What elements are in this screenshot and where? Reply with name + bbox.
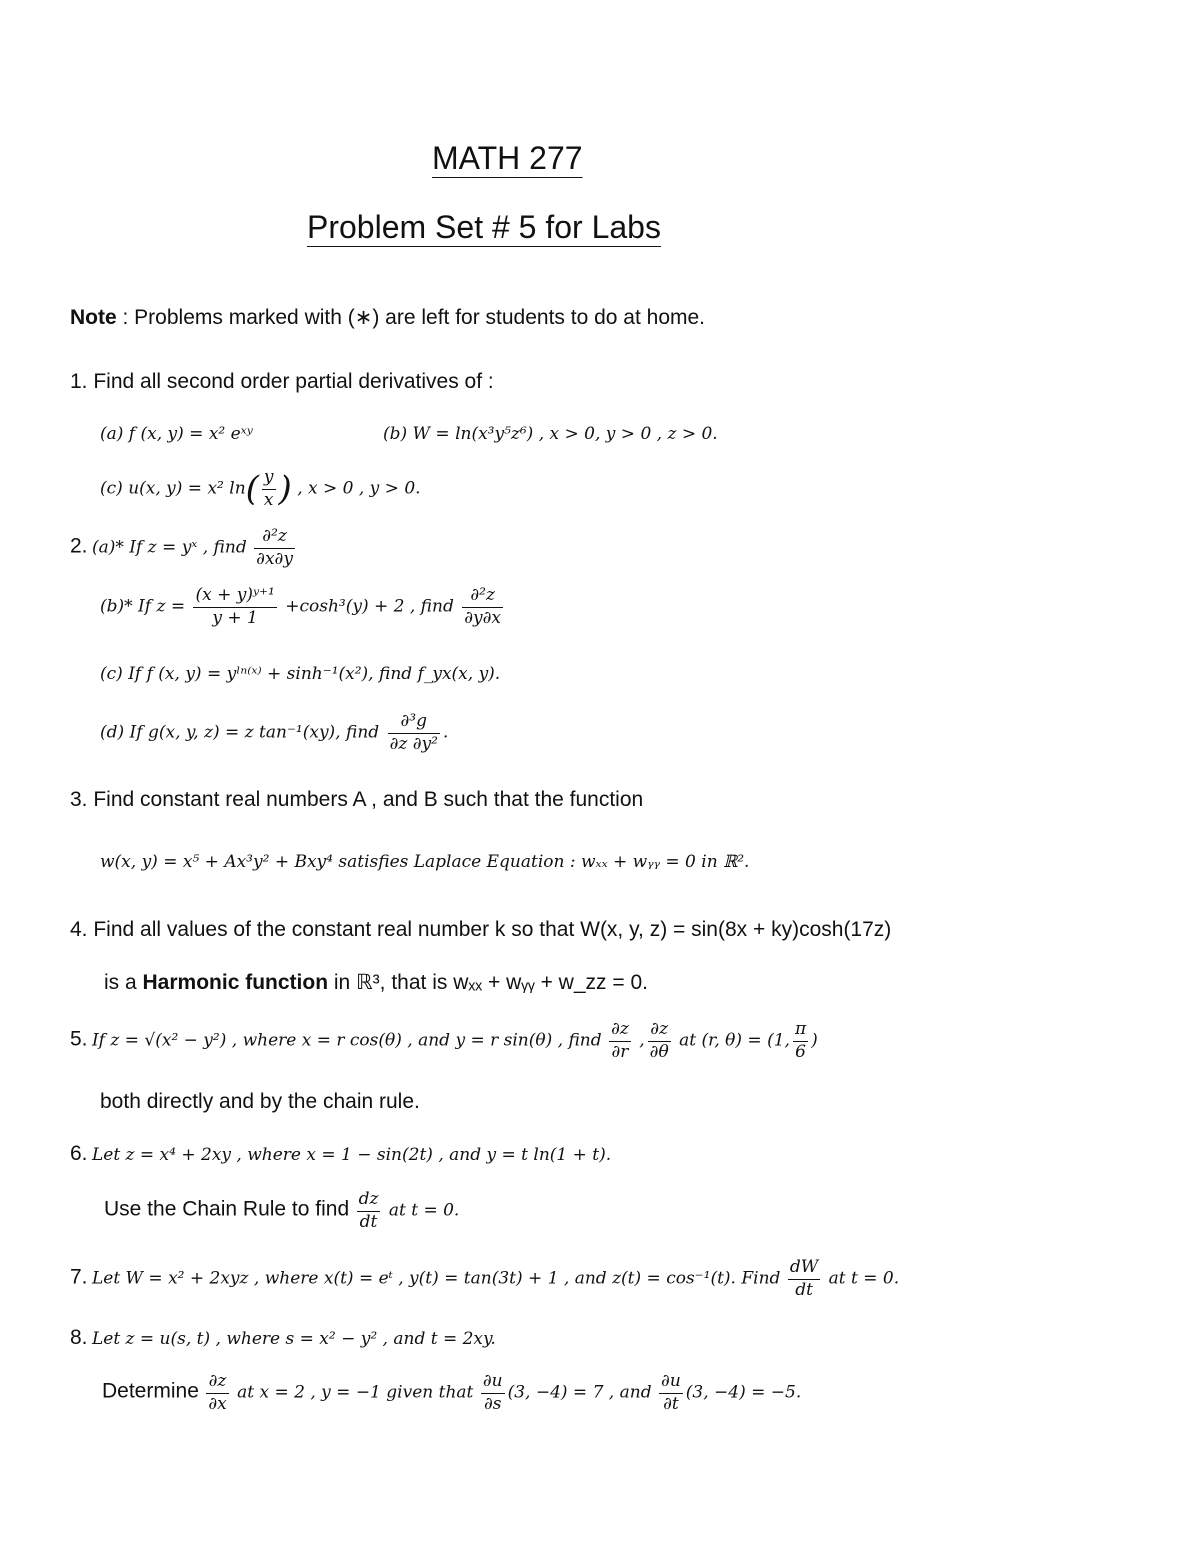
problem-5-line2: both directly and by the chain rule. bbox=[100, 1090, 420, 1113]
problem-6-text: Let z = x⁴ + 2xy , where x = 1 − sin(2t) , and y = t ln(1 + t). bbox=[91, 1145, 612, 1165]
fraction-numerator: π bbox=[793, 1020, 808, 1042]
problem-8-text: Let z = u(s, t) , where s = x² − y² , and t = 2xy. bbox=[91, 1329, 496, 1349]
fraction-numerator: ∂u bbox=[481, 1372, 505, 1394]
fraction-dW-dt bbox=[788, 1258, 820, 1300]
fraction-d2z-dxdy bbox=[254, 527, 295, 569]
problem-2b-mid: +cosh³(y) + 2 , find bbox=[285, 596, 454, 617]
problem-6-line2 bbox=[104, 1190, 459, 1232]
problem-7-number: 7. bbox=[70, 1265, 88, 1289]
problem-1-number: 1. bbox=[70, 370, 88, 393]
fraction-denominator: x bbox=[263, 489, 274, 510]
problem-2-number: 2. bbox=[70, 534, 88, 558]
fraction-denominator: ∂s bbox=[483, 1393, 502, 1414]
problem-5-pre: If z = √(x² − y²) , where x = r cos(θ) , and y = r sin(θ) , find bbox=[91, 1030, 602, 1051]
fraction-numerator: ∂z bbox=[609, 1020, 631, 1042]
fraction-denominator: ∂x bbox=[208, 1393, 227, 1414]
problem-3-text: Find constant real numbers A , and B such that the function bbox=[93, 788, 644, 811]
problem-7-pre: Let W = x² + 2xyz , where x(t) = eᵗ , y(t) = tan(3t) + 1 , and z(t) = cos⁻¹(t). Find bbox=[91, 1268, 781, 1289]
fraction-du-ds bbox=[481, 1372, 505, 1414]
fraction-denominator: 6 bbox=[795, 1041, 806, 1062]
fraction-numerator: dz bbox=[357, 1190, 381, 1212]
fraction-numerator: ∂z bbox=[648, 1020, 671, 1042]
problem-1a: (a) f (x, y) = x² eˣʸ bbox=[100, 424, 253, 444]
fraction-denominator: ∂r bbox=[611, 1041, 629, 1062]
note-text: : Problems marked with (∗) are left for students to do at home. bbox=[116, 306, 706, 329]
fraction-denominator: ∂x∂y bbox=[256, 548, 293, 569]
problem-5 bbox=[70, 1020, 818, 1062]
problem-1b: (b) W = ln(x³y⁵z⁶) , x > 0, y > 0 , z > 0. bbox=[383, 424, 718, 444]
problem-4 bbox=[70, 918, 891, 942]
problem-6 bbox=[70, 1142, 611, 1166]
problem-2c: (c) If f (x, y) = yˡⁿ⁽ˣ⁾ + sinh⁻¹(x²), find f_yx(x, y). bbox=[100, 664, 501, 684]
problem-8-line2-mid1: at x = 2 , y = −1 given that bbox=[231, 1382, 474, 1403]
fraction-numerator: ∂u bbox=[659, 1372, 683, 1394]
fraction-numerator: ∂z bbox=[206, 1372, 228, 1394]
problem-1 bbox=[70, 370, 494, 394]
course-title: MATH 277 bbox=[432, 140, 583, 176]
problem-5-number: 5. bbox=[70, 1027, 88, 1051]
fraction-numerator: y bbox=[262, 468, 276, 490]
fraction-numerator: (x + y)ʸ⁺¹ bbox=[193, 586, 276, 608]
problem-1c-post: , x > 0 , y > 0. bbox=[291, 478, 421, 499]
fraction-numerator: ∂³g bbox=[388, 712, 440, 734]
paren-open: ( bbox=[245, 469, 259, 510]
fraction-xy-power bbox=[193, 586, 276, 628]
separator: , bbox=[633, 1030, 645, 1051]
problem-2d-post: . bbox=[442, 722, 449, 743]
fraction-d3g bbox=[388, 712, 440, 754]
fraction-denominator: ∂y∂x bbox=[464, 607, 502, 628]
problem-8-line2-mid2: (3, −4) = 7 , and bbox=[507, 1382, 652, 1403]
fraction-numerator: ∂²z bbox=[254, 527, 295, 549]
fraction-du-dt bbox=[659, 1372, 683, 1414]
problem-5-mid: at (r, θ) = (1, bbox=[673, 1030, 790, 1051]
problem-8-line2-post: (3, −4) = −5. bbox=[685, 1382, 802, 1403]
problem-4-number: 4. bbox=[70, 918, 88, 941]
fraction-pi-over-6 bbox=[793, 1020, 808, 1062]
note-line bbox=[70, 305, 705, 330]
problem-8-line2 bbox=[102, 1372, 801, 1414]
fraction-y-over-x bbox=[262, 468, 276, 510]
problem-1-text: Find all second order partial derivatives of : bbox=[93, 370, 494, 393]
fraction-d2z-dydx bbox=[462, 586, 503, 628]
problem-5-post: ) bbox=[811, 1030, 818, 1051]
problem-4-line2 bbox=[104, 970, 648, 995]
problem-6-line2-pre: Use the Chain Rule to find bbox=[104, 1197, 350, 1221]
problem-3-number: 3. bbox=[70, 788, 88, 811]
fraction-dz-dt bbox=[357, 1190, 381, 1232]
problem-6-number: 6. bbox=[70, 1142, 88, 1165]
fraction-denominator: dt bbox=[359, 1211, 378, 1232]
paren-close: ) bbox=[278, 469, 292, 510]
problem-2b-pre: (b)* If z = bbox=[100, 596, 186, 617]
problem-3-equation: w(x, y) = x⁵ + Ax³y² + Bxy⁴ satisfies Laplace Equation : wₓₓ + wᵧᵧ = 0 in ℝ². bbox=[100, 852, 750, 872]
problem-2d-pre: (d) If g(x, y, z) = z tan⁻¹(xy), find bbox=[100, 722, 380, 743]
fraction-dz-dr bbox=[609, 1020, 631, 1062]
fraction-numerator: dW bbox=[788, 1258, 820, 1280]
problem-3 bbox=[70, 788, 643, 812]
problem-4-line2-pre: is a bbox=[104, 971, 143, 994]
fraction-denominator: y + 1 bbox=[212, 607, 258, 628]
harmonic-function-term: Harmonic function bbox=[142, 971, 329, 994]
problem-8 bbox=[70, 1326, 496, 1350]
problem-4-line2-post: in ℝ³, that is wₓₓ + wᵧᵧ + w_zz = 0. bbox=[328, 971, 648, 994]
problem-6-line2-post: at t = 0. bbox=[383, 1200, 460, 1221]
fraction-numerator: ∂²z bbox=[462, 586, 503, 608]
problem-8-line2-pre: Determine bbox=[102, 1379, 199, 1403]
fraction-denominator: ∂t bbox=[663, 1393, 679, 1414]
fraction-dz-dtheta bbox=[648, 1020, 671, 1062]
problem-2d bbox=[100, 712, 448, 754]
problem-8-number: 8. bbox=[70, 1326, 88, 1349]
problem-7 bbox=[70, 1258, 899, 1300]
fraction-denominator: dt bbox=[795, 1279, 813, 1300]
problem-2a-text: (a)* If z = yˣ , find bbox=[91, 537, 247, 558]
fraction-denominator: ∂z ∂y² bbox=[389, 733, 438, 754]
problem-2b bbox=[100, 586, 506, 628]
problem-1c-pre: (c) u(x, y) = x² ln bbox=[100, 478, 246, 499]
fraction-denominator: ∂θ bbox=[649, 1041, 669, 1062]
note-label: Note bbox=[70, 306, 117, 329]
fraction-dz-dx bbox=[206, 1372, 228, 1414]
problem-set-title: Problem Set # 5 for Labs bbox=[307, 209, 661, 245]
problem-7-post: at t = 0. bbox=[823, 1268, 900, 1289]
problem-1c bbox=[100, 468, 421, 510]
problem-2a bbox=[70, 527, 298, 569]
problem-4-text: Find all values of the constant real number k so that W(x, y, z) = sin(8x + ky)cosh(17z) bbox=[93, 918, 892, 941]
